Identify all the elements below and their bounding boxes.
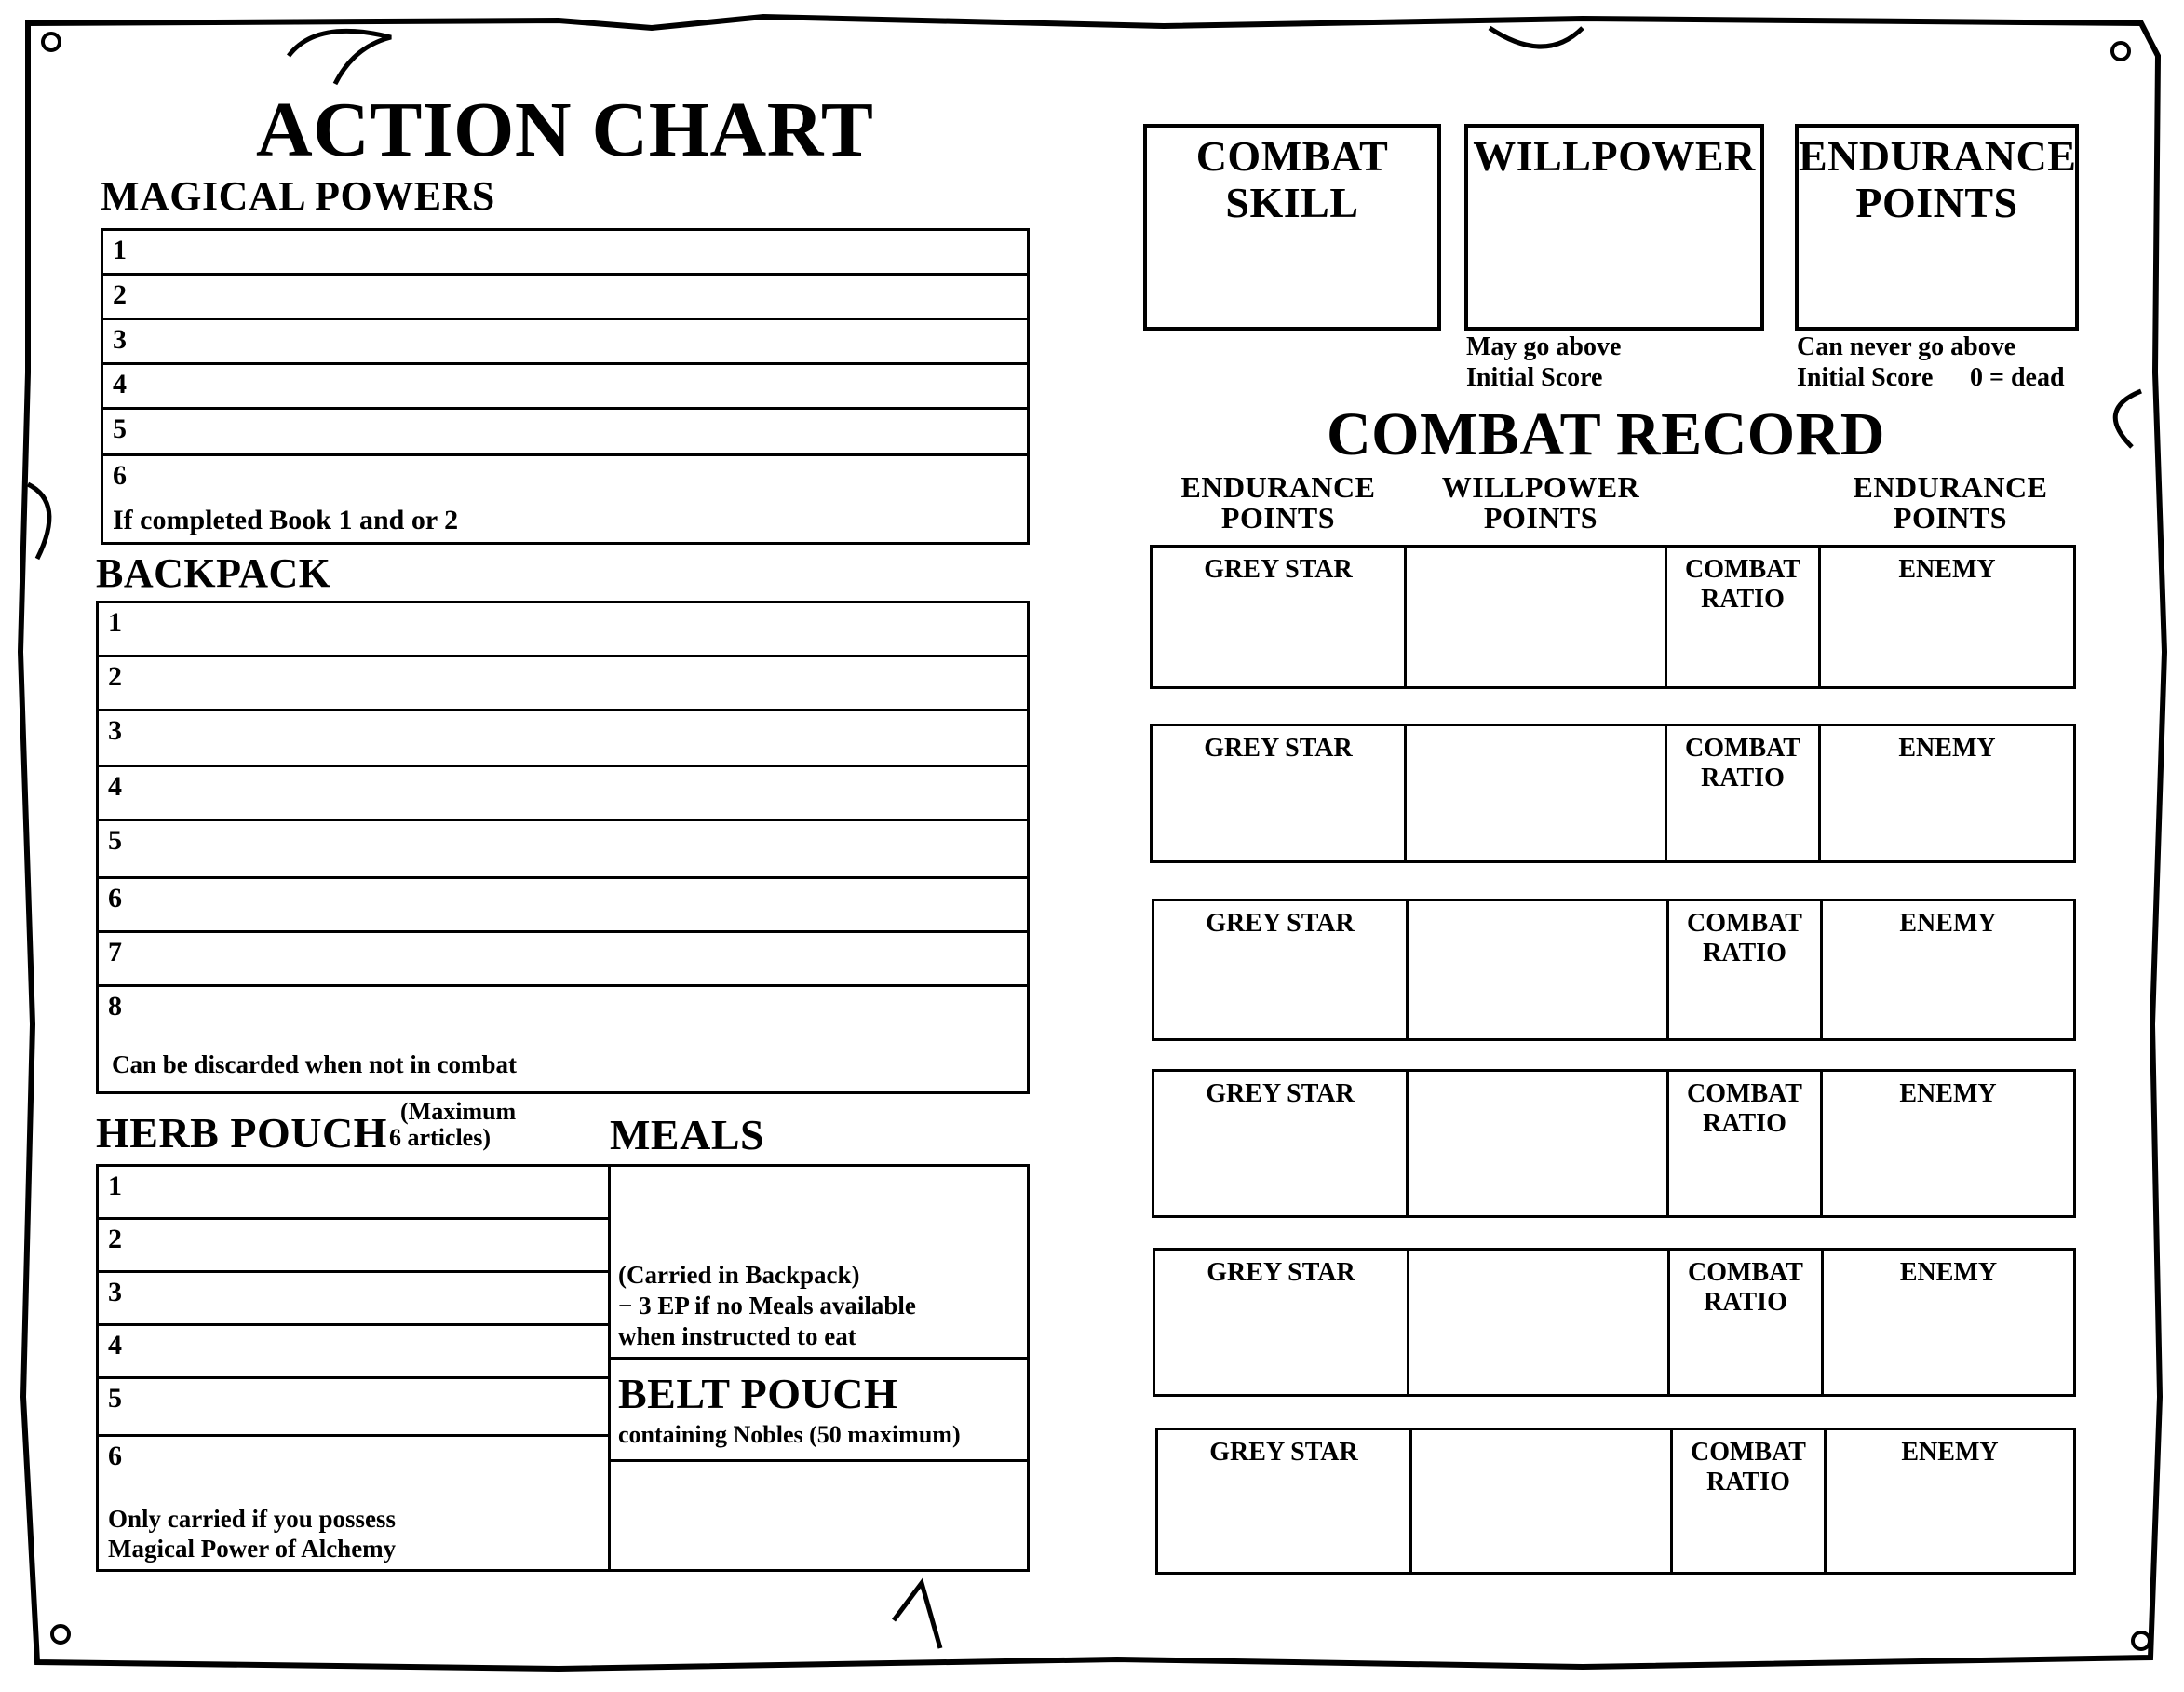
magical-powers-list [101, 228, 1030, 545]
belt-pouch-header [611, 1360, 1027, 1462]
backpack-slot[interactable]: 5 [99, 821, 1027, 879]
backpack-slot[interactable]: 8 Can be discarded when not in combat [108, 991, 518, 1078]
magical-powers-heading: MAGICAL POWERS [101, 173, 495, 219]
backpack-slot[interactable]: 3 [99, 711, 1027, 767]
magical-power-slot[interactable]: 6 If completed Book 1 and or 2 [113, 460, 459, 535]
rivet-icon [2133, 1632, 2150, 1649]
willpower-note: May go above Initial Score [1466, 332, 1622, 392]
combat-record-col-willpower: WILLPOWER POINTS [1441, 470, 1640, 535]
backpack-note: Can be discarded when not in combat [112, 1050, 518, 1078]
rivet-icon [43, 34, 60, 50]
combat-ratio-cell[interactable]: COMBAT RATIO [1669, 901, 1823, 1038]
willpower-points-cell[interactable] [1407, 548, 1667, 686]
combat-ratio-cell[interactable]: COMBAT RATIO [1667, 726, 1821, 860]
herb-pouch-slot[interactable]: 3 [99, 1273, 608, 1326]
magical-power-slot[interactable]: 4 [103, 365, 1027, 410]
backpack-slot[interactable]: 6 [99, 879, 1027, 933]
rivet-icon [2112, 43, 2129, 60]
belt-pouch-subtitle: containing Nobles (50 maximum) [618, 1421, 961, 1448]
page-title: ACTION CHART [256, 87, 874, 173]
backpack-slot[interactable]: 7 [99, 933, 1027, 987]
enemy-ep-cell[interactable]: ENEMY [1899, 1079, 1997, 1108]
willpower-points-cell[interactable] [1409, 1251, 1670, 1394]
combat-ratio-cell[interactable]: COMBAT RATIO [1667, 548, 1821, 686]
combat-record-row [1153, 1248, 2076, 1397]
combat-record-row [1155, 1428, 2076, 1575]
belt-pouch-box[interactable] [611, 1462, 1027, 1569]
magical-powers-note: If completed Book 1 and or 2 [113, 505, 459, 535]
enemy-ep-cell[interactable]: ENEMY [1899, 909, 1997, 938]
grey-star-ep-cell[interactable]: GREY STAR [1153, 548, 1407, 686]
combat-record-row [1152, 1069, 2076, 1218]
grey-star-ep-cell[interactable]: GREY STAR [1154, 1072, 1409, 1215]
backpack-list [96, 601, 1030, 1094]
belt-pouch-heading: BELT POUCH [618, 1370, 898, 1417]
combat-ratio-cell[interactable]: COMBAT RATIO [1669, 1072, 1823, 1215]
herb-pouch-slot[interactable]: 2 [99, 1220, 608, 1273]
combat-skill-label: COMBAT [1195, 132, 1389, 180]
herb-meals-panel [96, 1164, 1030, 1572]
grey-star-ep-cell[interactable]: GREY STAR [1153, 726, 1407, 860]
meals-note: (Carried in Backpack) − 3 EP if no Meals available when instructed to eat [618, 1261, 916, 1350]
border-flourish-icon [289, 31, 391, 84]
enemy-ep-cell[interactable]: ENEMY [1898, 734, 1996, 763]
enemy-ep-cell[interactable]: ENEMY [1901, 1438, 1999, 1467]
herb-pouch-slot[interactable]: 1 [99, 1167, 608, 1220]
enemy-ep-cell[interactable]: ENEMY [1898, 555, 1996, 584]
combat-record-row [1152, 899, 2076, 1041]
grey-star-ep-cell[interactable]: GREY STAR [1155, 1251, 1409, 1394]
endurance-points-label: ENDURANCE [1799, 132, 2077, 180]
willpower-points-cell[interactable] [1409, 1072, 1669, 1215]
herb-pouch-slot[interactable]: 4 [99, 1326, 608, 1379]
combat-ratio-cell[interactable]: COMBAT RATIO [1673, 1430, 1827, 1572]
backpack-slot[interactable]: 1 [99, 603, 1027, 657]
herb-pouch-slot[interactable]: 5 [99, 1379, 608, 1437]
combat-record-col-player-ep: ENDURANCE POINTS [1180, 470, 1376, 535]
endurance-note: Can never go above Initial Score 0 = dead [1797, 332, 2065, 392]
herb-pouch-note: Only carried if you possess Magical Power of Alchemy [108, 1505, 397, 1563]
backpack-slot[interactable]: 2 [99, 657, 1027, 711]
endurance-points-label: POINTS [1855, 179, 2018, 226]
grey-star-ep-cell[interactable]: GREY STAR [1158, 1430, 1412, 1572]
magical-power-slot[interactable]: 3 [103, 320, 1027, 365]
endurance-dead-note: 0 = dead [1970, 363, 2065, 392]
meals-box[interactable] [611, 1167, 1027, 1360]
backpack-heading: BACKPACK [96, 550, 331, 596]
willpower-points-cell[interactable] [1407, 726, 1667, 860]
endurance-points-box[interactable] [1795, 124, 2079, 331]
herb-pouch-heading: HERB POUCH [96, 1109, 387, 1157]
enemy-ep-cell[interactable]: ENEMY [1899, 1258, 1998, 1287]
grey-star-ep-cell[interactable]: GREY STAR [1154, 901, 1409, 1038]
combat-skill-label: SKILL [1225, 179, 1359, 226]
meals-heading: MEALS [610, 1111, 765, 1158]
magical-power-slot[interactable]: 1 [103, 231, 1027, 276]
combat-record-col-enemy-ep: ENDURANCE POINTS [1853, 470, 2048, 535]
magical-power-slot[interactable]: 5 [103, 410, 1027, 456]
willpower-label: WILLPOWER [1473, 132, 1756, 180]
rivet-icon [52, 1626, 69, 1643]
willpower-points-cell[interactable] [1412, 1430, 1673, 1572]
willpower-box[interactable] [1464, 124, 1764, 331]
combat-ratio-cell[interactable]: COMBAT RATIO [1670, 1251, 1824, 1394]
willpower-points-cell[interactable] [1409, 901, 1669, 1038]
herb-pouch-subtitle: (Maximum 6 articles) [389, 1098, 517, 1151]
herb-pouch-list [99, 1167, 611, 1569]
combat-record-heading: COMBAT RECORD [1327, 400, 1885, 468]
magical-power-slot[interactable]: 2 [103, 276, 1027, 320]
combat-record-row [1150, 724, 2076, 863]
herb-pouch-slot[interactable]: 6 Only carried if you possess Magical Power of Alchemy [108, 1441, 397, 1563]
backpack-slot[interactable]: 4 [99, 767, 1027, 821]
combat-skill-box[interactable] [1143, 124, 1441, 331]
combat-record-row [1150, 545, 2076, 689]
